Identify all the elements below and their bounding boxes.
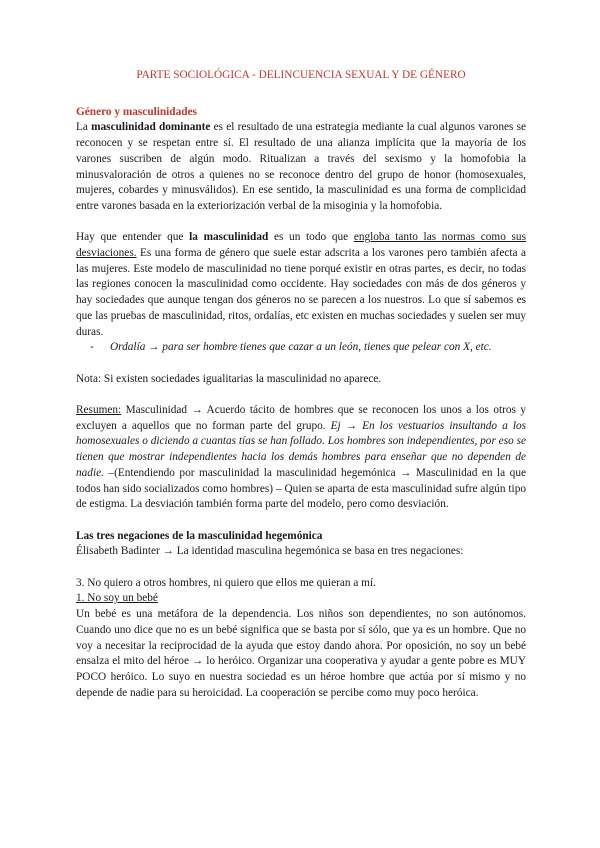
paragraph-resumen xyxy=(76,403,526,513)
p2-text-a: Hay que entender que xyxy=(76,231,190,244)
p2-text-c: es un todo que xyxy=(268,231,354,244)
paragraph-badinter: Élisabeth Badinter → La identidad masculina hegemónica se basa en tres negaciones: xyxy=(76,545,464,558)
bullet-text: Ordalía → para ser hombre tienes que cazar a un león, tienes que pelear con X, etc. xyxy=(110,341,492,354)
p1-text-a: La xyxy=(76,121,92,134)
page-title: PARTE SOCIOLÓGICA - DELINCUENCIA SEXUAL Y DE GÉNERO xyxy=(136,69,466,81)
resumen-label: Resumen: xyxy=(76,404,122,417)
negacion-item-3: 3. No quiero a otros hombres, ni quiero que ellos me quieran a mí. xyxy=(76,576,376,589)
paragraph-nota: Nota: Si existen sociedades igualitarias la masculinidad no aparece. xyxy=(76,372,382,385)
p1-text-c: es el resultado de una estrategia mediante la cual algunos varones se reconocen y se respetan entre sí. El resultado de una alianza implícita que la mayoría de los varones suscriben de algún modo. Ritualizan a través del sexismo y la homofobia la minusvaloración de otros a quienes no se reconoce dentro del grupo de honor (homosexuales, mujeres, cobardes y minusválidos). En ese sentido, la masculinidad es una forma de complicidad entre varones basada en la exteriorización verbal de la misoginia y la homofobia. xyxy=(76,121,526,212)
paragraph-la-masculinidad xyxy=(76,230,526,340)
subheading-no-soy-un-bebe: 1. No soy un bebé xyxy=(76,592,158,605)
p2-text-d: Es una forma de género que suele estar adscrita a los varones pero también afecta a las mujeres. Este modelo de masculinidad no tiene porqué existir en otras partes, es decir, no todas las regiones conocen la masculinidad como occidente. Hay sociedades con más de dos géneros y hay sociedades que aunque tengan dos géneros no se parecen a los nuestros. Lo que sí sabemos es que las pruebas de masculinidad, ritos, ordalías, etc existen en muchas sociedades y suelen ser muy duras. xyxy=(76,247,526,338)
p2-underlined-text: engloba tanto las normas como sus desviaciones. xyxy=(76,231,526,260)
resumen-text-a: Masculinidad → Acuerdo tácito de hombres que se reconocen los unos a los otros y excluyen a aquellos que no forman parte del grupo. xyxy=(76,404,526,432)
p1-bold-term: masculinidad dominante xyxy=(91,121,211,134)
document-page xyxy=(76,68,526,701)
p2-bold-term: la masculinidad xyxy=(189,231,269,244)
list-item-ordalia xyxy=(76,340,526,356)
section-heading-negaciones: Las tres negaciones de la masculinidad hegemónica xyxy=(76,529,323,542)
bullet-dash: - xyxy=(90,341,94,354)
resumen-text-b: –(Entendiendo por masculinidad la masculinidad hegemónica → Masculinidad en la que todos han sido socializados como hombres) – Quien se aparta de esta masculinidad sufre algún tipo de estigma. La desviación también forma parte del modelo, pero como desviación. xyxy=(76,466,526,511)
section-heading-genero: Género y masculinidades xyxy=(76,105,197,118)
paragraph-no-soy-un-bebe: Un bebé es una metáfora de la dependencia. Los niños son dependientes, no son autónomos. Cuando uno dice que no es un bebé significa que se basta por sí sólo, que ya es un hombre. Que no voy a necesitar la reciprocidad de la ayuda que estoy dando ahora. Por oposición, no soy un bebé ensalza el mito del héroe → lo heróico. Organizar una cooperativa y ayudar a gente pobre es MUY POCO heróico. Lo suyo en nuestra sociedad es un héroe hombre que actúa por sí mismo y no depende de nadie para su heroicidad. La cooperación se percibe como muy poco heróica. xyxy=(76,608,526,699)
resumen-italic-example: Ej → En los vestuarios insultando a los homosexuales o diciendo a cuantas tías se han follado. Los hombres son independientes, por eso se tienen que mostrar independientes hacia los demás hombres para enseñar que no dependen de nadie. xyxy=(76,419,526,479)
paragraph-masculinidad-dominante xyxy=(76,120,526,214)
